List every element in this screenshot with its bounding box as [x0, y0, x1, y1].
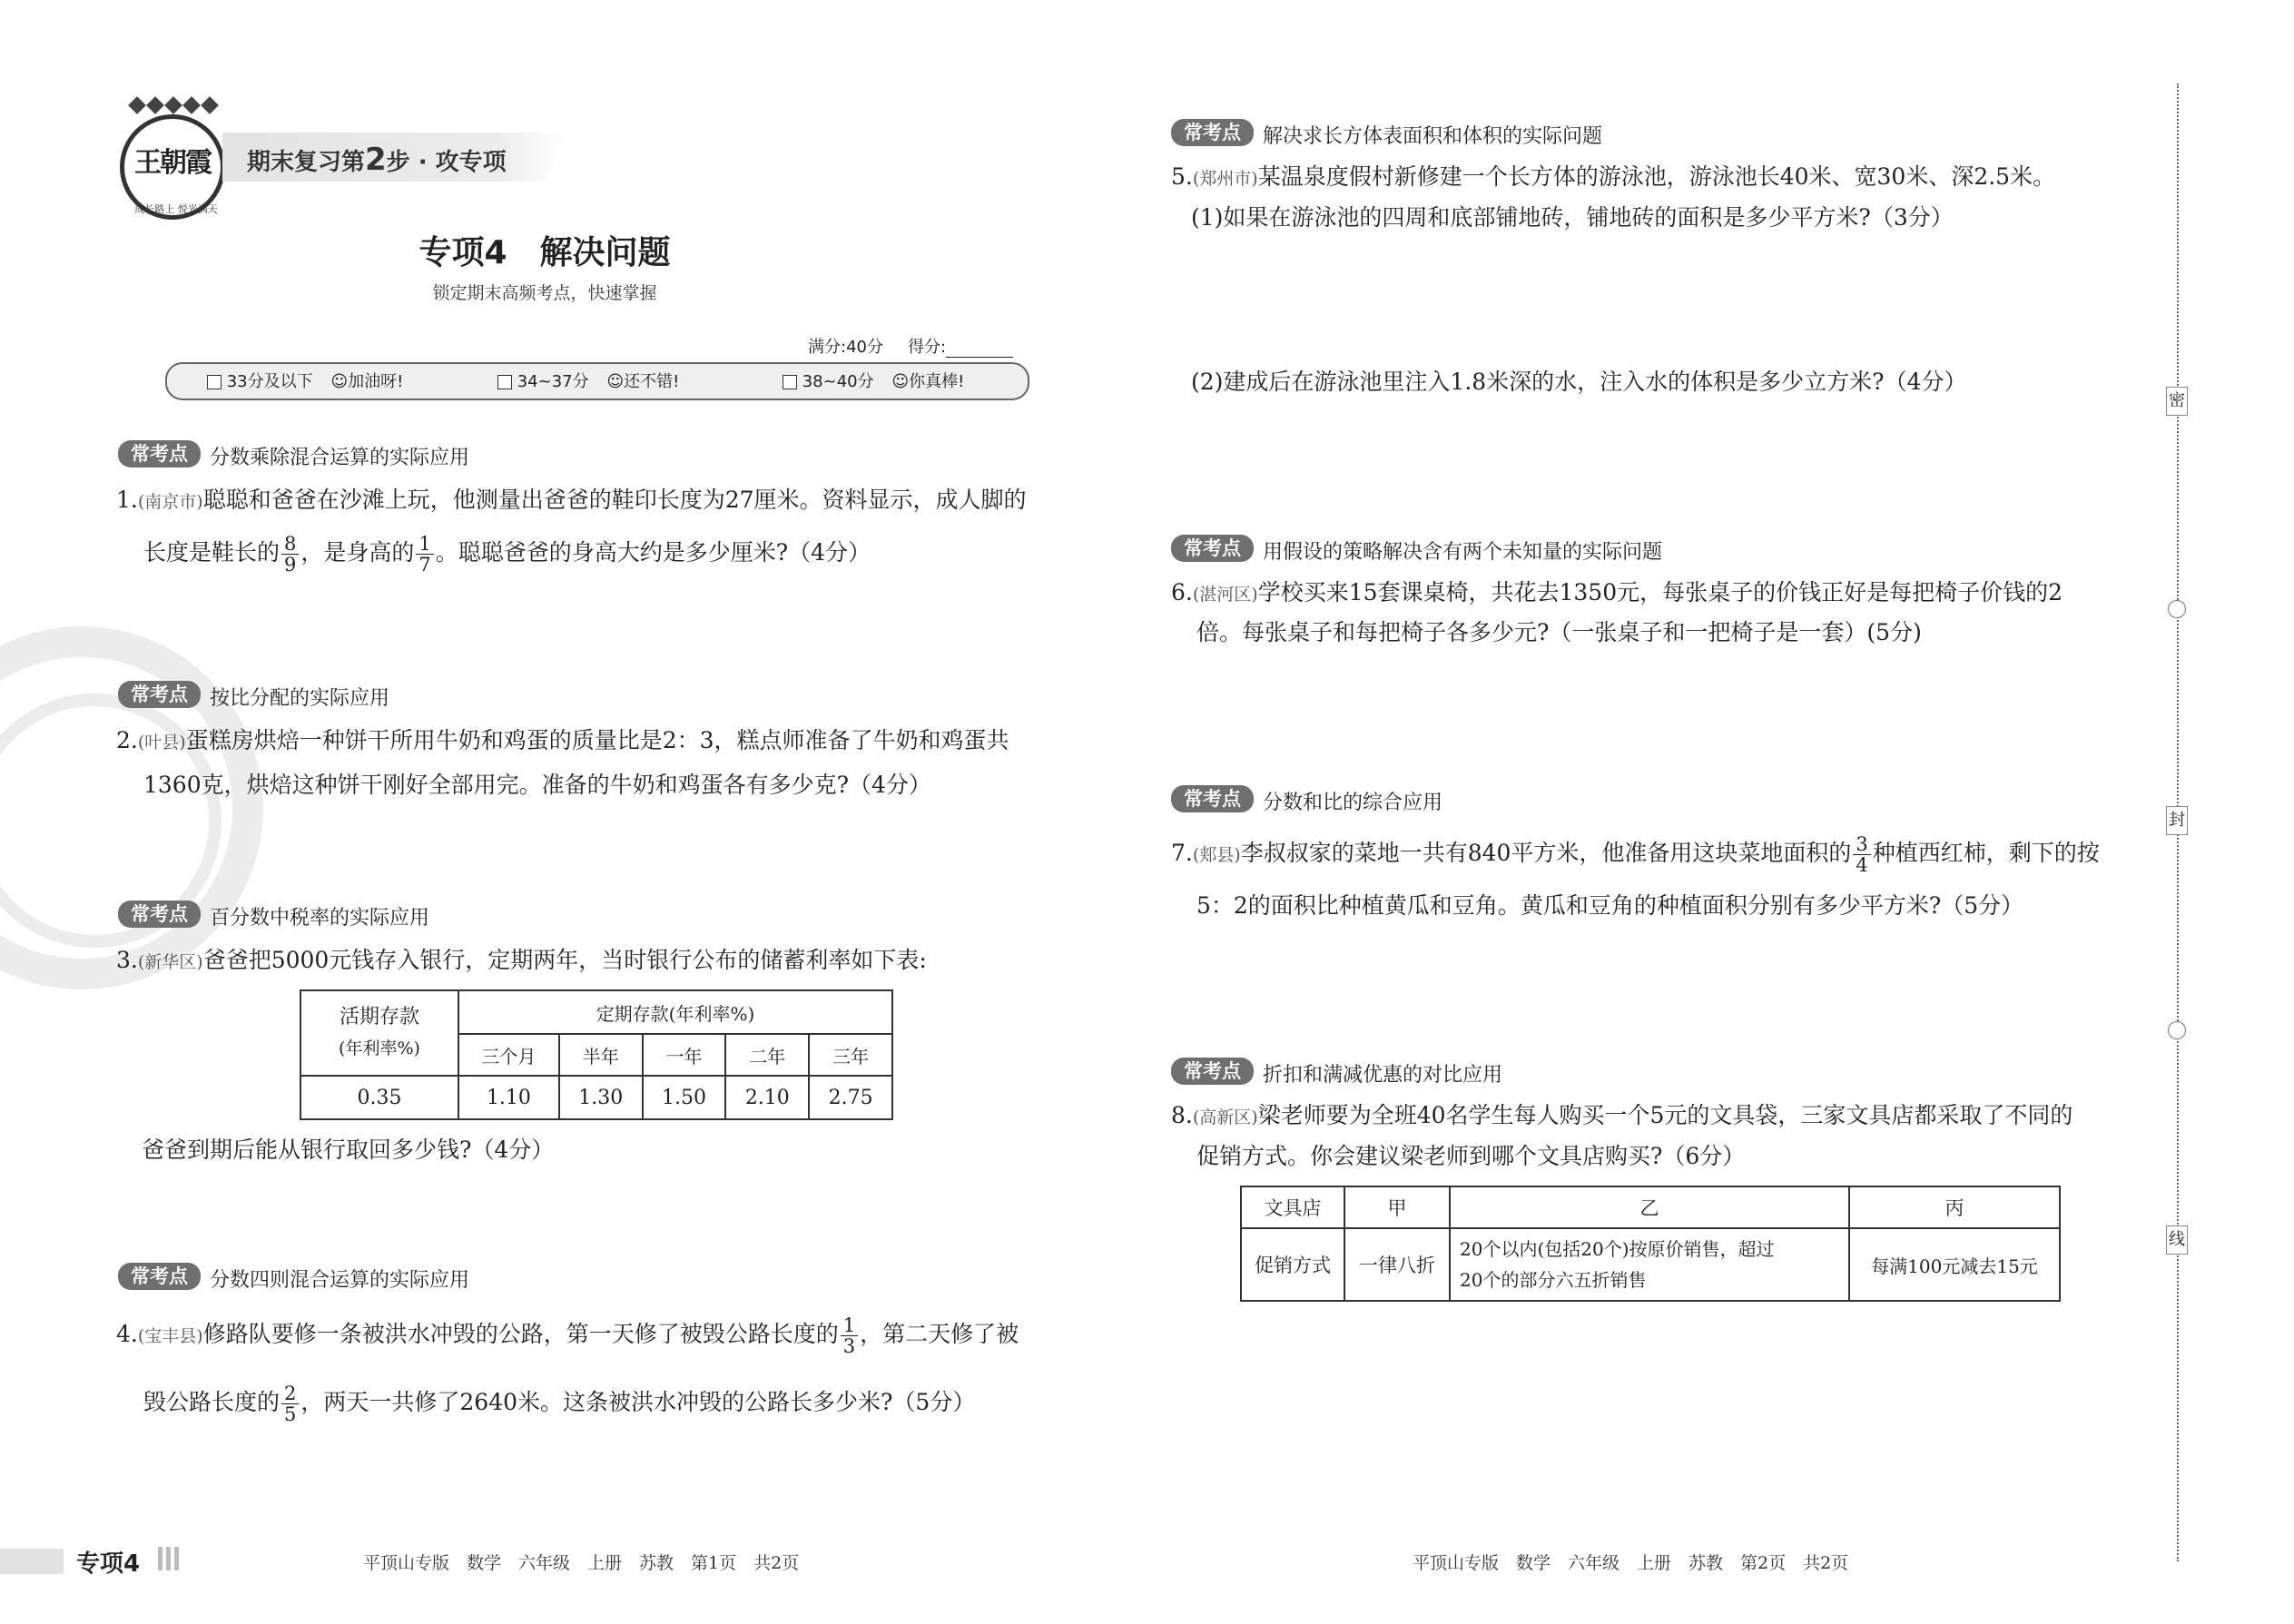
rate-cell: 1.50 [643, 1076, 726, 1119]
question-4: 4.(宝丰县)修路队要修一条被洪水冲毁的公路，第一天修了被毁公路长度的 $\frac{1}{3}$ ，第二天修了被 [116, 1314, 1019, 1357]
question-4-line-2: 毁公路长度的 $\frac{2}{5}$ ，两天一共修了2640米。这条被洪水冲毁的公路长多少米?（5分） [143, 1383, 976, 1425]
row-label-cell: 促销方式 [1241, 1228, 1344, 1301]
question-5: 5.(郑州市)某温泉度假村新修建一个长方体的游泳池，游泳池长40米、宽30米、深2.5米。 [1171, 163, 2056, 190]
rate-cell: 2.75 [809, 1076, 892, 1119]
fraction: $\frac{8}{9}$ [281, 534, 299, 575]
section-2-header: 常考点 按比分配的实际应用 [118, 681, 389, 711]
fraction: $\frac{2}{5}$ [281, 1383, 299, 1424]
header-cell: 活期存款 (年利率%) [300, 990, 458, 1076]
score-level-3[interactable]: 38~40分 ☺你真棒! [783, 369, 964, 392]
question-2: 2.(叶县)蛋糕房烘焙一种饼干所用牛奶和鸡蛋的质量比是2：3，糕点师准备了牛奶和鸡蛋共 [116, 727, 1009, 753]
footer-bar [0, 1549, 64, 1574]
checkbox-icon[interactable] [497, 375, 512, 389]
section-4-header: 常考点 分数四则混合运算的实际应用 [118, 1263, 469, 1293]
question-2-line-2: 1360克，烘焙这种饼干刚好全部用完。准备的牛奶和鸡蛋各有多少克?（4分） [143, 772, 931, 798]
tag-label: 常考点 [118, 440, 201, 468]
section-8-header: 常考点 折扣和满减优惠的对比应用 [1171, 1058, 1502, 1088]
page-subtitle: 锁定期末高频考点，快速掌握 [432, 283, 657, 303]
question-5-part-1: (1)如果在游泳池的四周和底部铺地砖，铺地砖的面积是多少平方米?（3分） [1191, 204, 1954, 231]
period-cell: 三年 [809, 1034, 892, 1076]
section-5-header: 常考点 解决求长方体表面积和体积的实际问题 [1171, 119, 1602, 149]
question-8: 8.(高新区)梁老师要为全班40名学生每人购买一个5元的文具袋，三家文具店都采取了不同的 [1171, 1102, 2073, 1128]
smile-icon: ☺ [606, 372, 625, 391]
header-cell: 甲 [1344, 1186, 1450, 1228]
fraction: $\frac{1}{3}$ [841, 1315, 858, 1356]
logo-tagline: 成长路上 悦光满天 [134, 203, 218, 215]
section-1-header [118, 440, 469, 470]
seal-mark-mi: 密 [2166, 387, 2188, 416]
question-7-line-2: 5：2的面积比种植黄瓜和豆角。黄瓜和豆角的种植面积分别有多少平方米?（5分） [1196, 892, 2024, 919]
header-cell: 丙 [1849, 1186, 2060, 1228]
topic-text: 分数乘除混合运算的实际应用 [210, 447, 470, 469]
checkbox-icon[interactable] [783, 375, 797, 389]
question-8-line-2: 促销方式。你会建议梁老师到哪个文具店购买?（6分） [1196, 1143, 1746, 1169]
score-level-1[interactable]: 33分及以下 ☺加油呀! [207, 369, 403, 392]
footer-right: 平顶山专版 数学 六年级 上册 苏教 第2页 共2页 [1413, 1553, 1849, 1573]
question-3: 3.(新华区)爸爸把5000元钱存入银行，定期两年，当时银行公布的储蓄利率如下表: [116, 947, 927, 973]
period-cell: 二年 [725, 1034, 809, 1076]
section-3-header: 常考点 百分数中税率的实际应用 [118, 901, 429, 930]
full-score: 满分:40分 [808, 338, 883, 357]
period-cell: 一年 [643, 1034, 726, 1076]
fraction: $\frac{3}{4}$ [1853, 834, 1870, 875]
score-blank[interactable] [946, 340, 1013, 358]
logo-crown [123, 98, 223, 115]
question-3-prompt: 爸爸到期后能从银行取回多少钱?（4分） [142, 1137, 555, 1163]
fraction: $\frac{1}{7}$ [416, 534, 433, 575]
header-cell: 乙 [1450, 1186, 1849, 1228]
logo-text: 王朝霞 [134, 147, 211, 179]
section-7-header: 常考点 分数和比的综合应用 [1171, 785, 1442, 815]
smile-icon: ☺ [891, 372, 910, 391]
store-yi-cell: 20个以内(包括20个)按原价销售，超过 20个的部分六五折销售 [1450, 1228, 1849, 1301]
question-1-line-2: 长度是鞋长的 $\frac{8}{9}$ ，是身高的 $\frac{1}{7}$ 。聪聪爸爸的身高大约是多少厘米?（4分） [143, 533, 871, 576]
page-title: 专项4 解决问题 [418, 234, 671, 271]
promotion-table [1240, 1186, 2061, 1302]
question-6-line-2: 倍。每张桌子和每把椅子各多少元?（一张桌子和一把椅子是一套）(5分) [1196, 619, 1922, 645]
question-7: 7.(郏县)李叔叔家的菜地一共有840平方米，他准备用这块菜地面积的 $\frac{3}{4}$ 种植西红柿，剩下的按 [1171, 833, 2100, 876]
store-bing-cell: 每满100元减去15元 [1849, 1228, 2060, 1301]
smile-icon: ☺ [330, 372, 349, 391]
binding-hole-icon [2168, 1021, 2186, 1039]
question-6: 6.(湛河区)学校买来15套课桌椅，共花去1350元，每张桌子的价钱正好是每把椅子价钱的2 [1171, 579, 2063, 605]
rate-cell: 2.10 [725, 1076, 809, 1119]
interest-rate-table [300, 989, 893, 1120]
rate-cell: 0.35 [300, 1076, 458, 1119]
section-6-header: 常考点 用假设的策略解决含有两个未知量的实际问题 [1171, 535, 1662, 565]
period-cell: 半年 [559, 1034, 643, 1076]
store-jia-cell: 一律八折 [1344, 1228, 1450, 1301]
rate-cell: 1.10 [458, 1076, 559, 1119]
footer-left: 平顶山专版 数学 六年级 上册 苏教 第1页 共2页 [363, 1553, 800, 1573]
period-cell: 三个月 [458, 1034, 559, 1076]
brand-logo [116, 98, 225, 215]
rate-cell: 1.30 [559, 1076, 643, 1119]
question-5-part-2: (2)建成后在游泳池里注入1.8米深的水，注入水的体积是多少立方米?（4分） [1191, 369, 1967, 395]
footer-tab: 专项4 [76, 1550, 141, 1578]
seal-mark-feng: 封 [2166, 806, 2188, 835]
seal-mark-xian: 线 [2166, 1225, 2188, 1255]
checkbox-icon[interactable] [207, 375, 222, 389]
score-level-2[interactable]: 34~37分 ☺还不错! [497, 369, 679, 392]
score-label: 得分: [908, 334, 1013, 358]
banner-label: 期末复习第2步 · 攻专项 [247, 142, 507, 178]
header-cell: 定期存款(年利率%) [458, 990, 892, 1034]
footer-pattern-icon [158, 1547, 182, 1570]
question-1: 1.(南京市)聪聪和爸爸在沙滩上玩，他测量出爸爸的鞋印长度为27厘米。资料显示，成人脚的 [116, 487, 1027, 513]
binding-hole-icon [2168, 600, 2186, 618]
header-cell: 文具店 [1241, 1186, 1344, 1228]
